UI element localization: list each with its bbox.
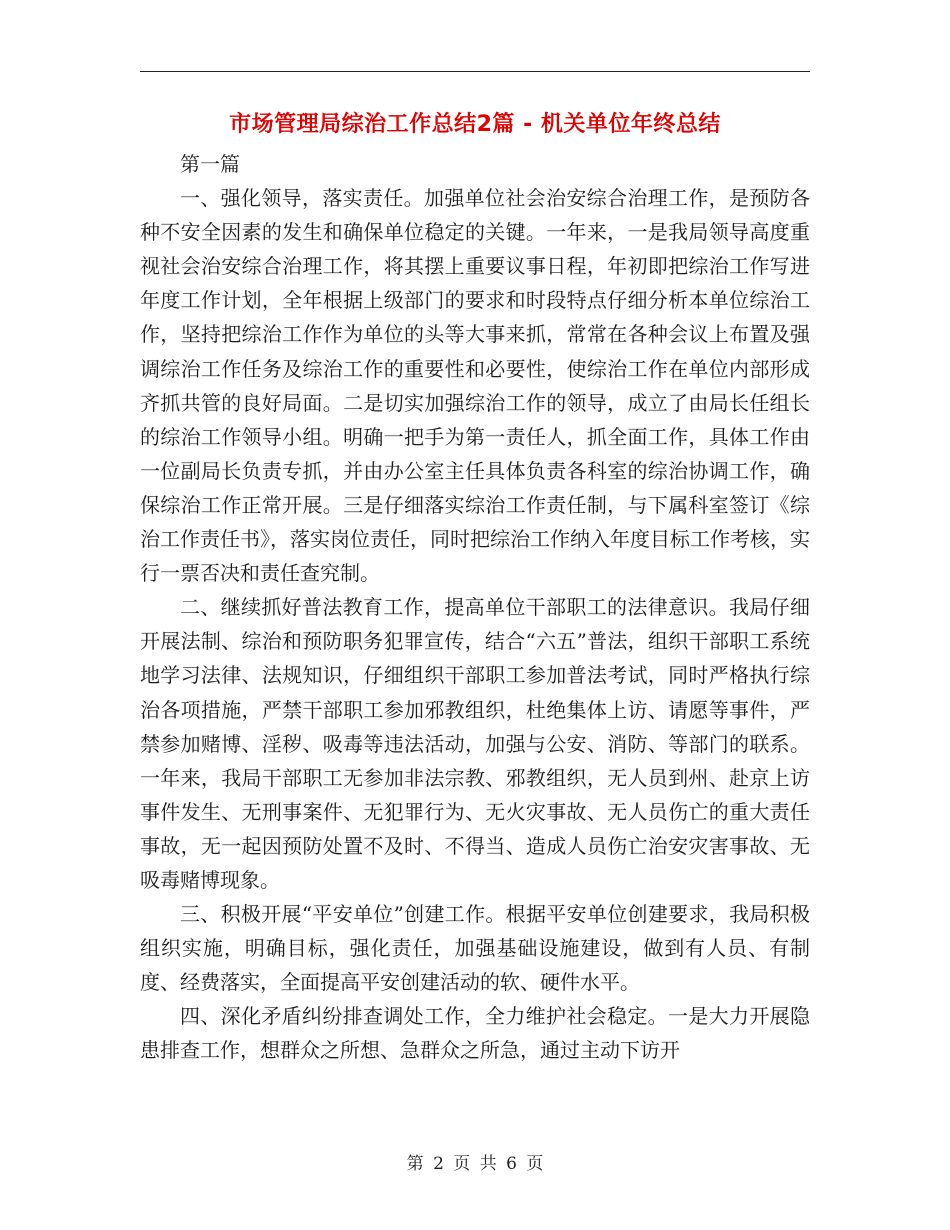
paragraph-4: 四、深化矛盾纠纷排查调处工作，全力维护社会稳定。一是大力开展隐患排查工作，想群众之所想、急群众之所急，通过主动下访开: [140, 1004, 810, 1063]
header-rule: [140, 71, 810, 72]
document-body: [140, 147, 810, 1068]
paragraph-1: 一、强化领导，落实责任。加强单位社会治安综合治理工作，是预防各种不安全因素的发生和确保单位稳定的关键。一年来，一是我局领导高度重视社会治安综合治理工作，将其摆上重要议事日程，年初即把综治工作写进年度工作计划，全年根据上级部门的要求和时段特点仔细分析本单位综治工作，坚持把综治工作作为单位的头等大事来抓，常常在各种会议上布置及强调综治工作任务及综治工作的重要性和必要性，使综治工作在单位内部形成齐抓共管的良好局面。二是切实加强综治工作的领导，成立了由局长任组长的综治工作领导小组。明确一把手为第一责任人，抓全面工作，具体工作由一位副局长负责专抓，并由办公室主任具体负责各科室的综治协调工作，确保综治工作正常开展。三是仔细落实综治工作责任制，与下属科室签订《综治工作责任书》，落实岗位责任，同时把综治工作纳入年度目标工作考核，实行一票否决和责任查究制。: [140, 186, 810, 586]
section-heading: 第一篇: [180, 152, 240, 176]
paragraph-3: 三、积极开展“平安单位”创建工作。根据平安单位创建要求，我局积极组织实施，明确目标，强化责任，加强基础设施建设，做到有人员、有制度、经费落实，全面提高平安创建活动的软、硬件水平。: [140, 902, 810, 995]
page-number-footer: 第 2 页 共 6 页: [406, 1154, 544, 1174]
paragraph-2: 二、继续抓好普法教育工作，提高单位干部职工的法律意识。我局仔细开展法制、综治和预防职务犯罪宣传，结合“六五”普法，组织干部职工系统地学习法律、法规知识，仔细组织干部职工参加普法考试，同时严格执行综治各项措施，严禁干部职工参加邪教组织，杜绝集体上访、请愿等事件，严禁参加赌博、淫秽、吸毒等违法活动，加强与公安、消防、等部门的联系。一年来，我局干部职工无参加非法宗教、邪教组织，无人员到州、赴京上访事件发生、无刑事案件、无犯罪行为、无火灾事故、无人员伤亡的重大责任事故，无一起因预防处置不及时、不得当、造成人员伤亡治安灾害事故、无吸毒赌博现象。: [140, 595, 810, 892]
document-title: 市场管理局综治工作总结2篇 - 机关单位年终总结: [229, 112, 721, 137]
